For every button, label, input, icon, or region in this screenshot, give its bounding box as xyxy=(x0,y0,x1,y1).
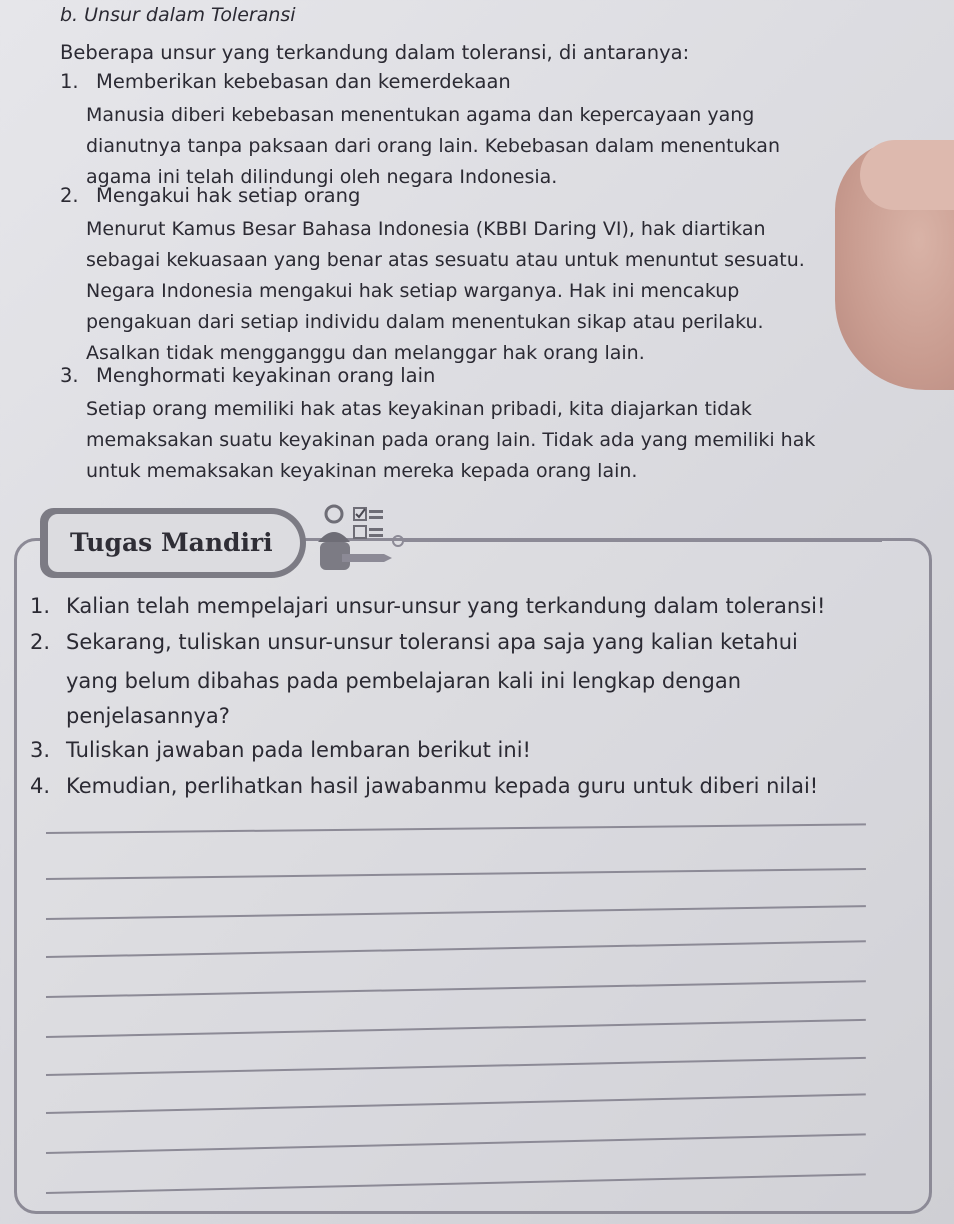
item-3-body xyxy=(86,394,856,487)
hand-finger xyxy=(860,140,954,210)
item-1-line: Manusia diberi kebebasan menentukan agama dan kepercayaan yang xyxy=(86,104,755,126)
item-2-line: Asalkan tidak mengganggu dan melanggar hak orang lain. xyxy=(86,342,645,364)
item-1-title: 1. Memberikan kebebasan dan kemerdekaan xyxy=(60,70,511,93)
item-2-line: Menurut Kamus Besar Bahasa Indonesia (KBBI Daring VI), hak diartikan xyxy=(86,218,766,240)
item-2-line: sebagai kekuasaan yang benar atas sesuatu atau untuk menuntut sesuatu. xyxy=(86,249,805,271)
item-1-line: dianutnya tanpa paksaan dari orang lain. Kebebasan dalam menentukan xyxy=(86,135,780,157)
item-3-line: untuk memaksakan keyakinan mereka kepada orang lain. xyxy=(86,460,638,482)
item-2-number: 2. xyxy=(60,184,79,207)
item-3-line: Setiap orang memiliki hak atas keyakinan pribadi, kita diajarkan tidak xyxy=(86,398,752,420)
task-2-line: yang belum dibahas pada pembelajaran kali ini lengkap dengan xyxy=(66,669,742,693)
item-3-title: 3. Menghormati keyakinan orang lain xyxy=(60,364,436,387)
header-divider xyxy=(402,540,882,542)
task-3-number: 3. xyxy=(30,738,51,762)
task-1: 1. Kalian telah mempelajari unsur-unsur yang terkandung dalam toleransi! xyxy=(30,594,826,618)
task-badge-label: Tugas Mandiri xyxy=(70,528,273,557)
task-2-line: penjelasannya? xyxy=(66,704,230,728)
item-3-number: 3. xyxy=(60,364,79,387)
task-1-number: 1. xyxy=(30,594,51,618)
item-2-body xyxy=(86,214,856,369)
item-1-line: agama ini telah dilindungi oleh negara Indonesia. xyxy=(86,166,558,188)
task-2: 2. Sekarang, tuliskan unsur-unsur toleransi apa saja yang kalian ketahui xyxy=(30,630,798,654)
item-1-number: 1. xyxy=(60,70,79,93)
item-2-line: Negara Indonesia mengakui hak setiap warganya. Hak ini mencakup xyxy=(86,280,740,302)
task-4-number: 4. xyxy=(30,774,51,798)
item-2-line: pengakuan dari setiap individu dalam menentukan sikap atau perilaku. xyxy=(86,311,764,333)
item-1-body xyxy=(86,100,856,193)
task-3: 3. Tuliskan jawaban pada lembaran berikut ini! xyxy=(30,738,531,762)
intro-text: Beberapa unsur yang terkandung dalam toleransi, di antaranya: xyxy=(60,41,690,64)
section-heading: b. Unsur dalam Toleransi xyxy=(60,4,296,26)
item-2-title: 2. Mengakui hak setiap orang xyxy=(60,184,361,207)
student-checklist-icon xyxy=(312,502,392,578)
item-3-line: memaksakan suatu keyakinan pada orang lain. Tidak ada yang memiliki hak xyxy=(86,429,816,451)
task-2-number: 2. xyxy=(30,630,51,654)
task-4: 4. Kemudian, perlihatkan hasil jawabanmu kepada guru untuk diberi nilai! xyxy=(30,774,819,798)
